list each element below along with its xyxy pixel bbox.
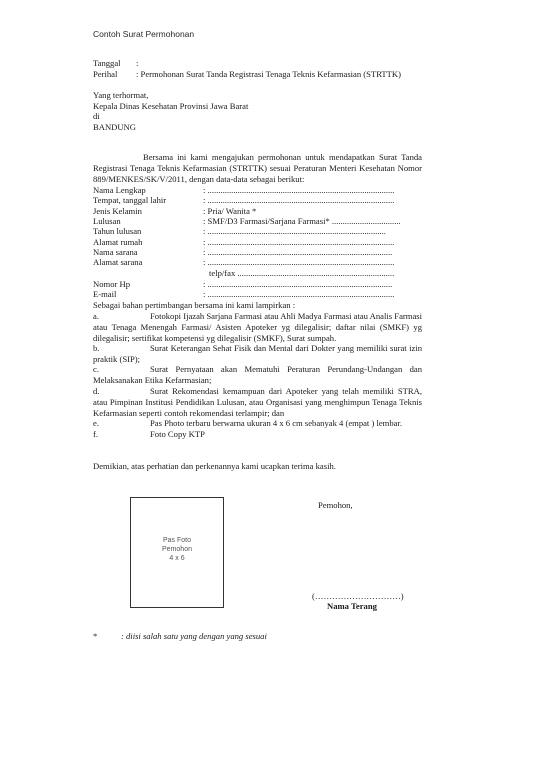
signature-line: (…………………………) (312, 591, 404, 601)
field-value: : ....................................................................................... (203, 236, 395, 247)
closing-line: Demikian, atas perhatian dan perkenannya kami ucapkan terima kasih. (93, 461, 336, 471)
attachment-marker: d. (93, 386, 100, 396)
attachment-marker: c. (93, 364, 99, 374)
perihal-value: : Permohonan Surat Tanda Registrasi Tenaga Teknis Kefarmasian (STRTTK) (136, 69, 401, 79)
field-value: : SMF/D3 Farmasi/Sarjana Farmasi* ................................ (203, 215, 401, 226)
tanggal-label: Tanggal (93, 58, 121, 68)
greeting: Yang terhormat, (93, 90, 149, 100)
field-value: : Pria/ Wanita * (203, 205, 257, 216)
recipient-line3: BANDUNG (93, 122, 136, 132)
attachment-marker: f. (93, 429, 99, 439)
field-value: : ................................................................................... (203, 226, 386, 237)
perihal-label: Perihal (93, 69, 118, 79)
field-value: : ...................................................................................... (203, 246, 393, 257)
attachments-intro: Sebagai bahan pertimbangan bersama ini kami lampirkan : (93, 300, 296, 310)
attachment-text: Surat Pernyataan akan Mematuhi Peraturan Perundang-Undangan dan Melaksanakan Etika Kefarmasian; (93, 364, 422, 385)
recipient-line1: Kepala Dinas Kesehatan Provinsi Jawa Barat (93, 101, 249, 111)
field-label: Alamat sarana (93, 257, 143, 268)
intro-paragraph: Bersama ini kami mengajukan permohonan untuk mendapatkan Surat Tanda Registrasi Tenaga Teknis Kefarmasian (STRTTK) sesuai Peraturan Menteri Kesehatan Nomor 889/MENKES/SK/V/2011, dengan data-data sebagai berikut: (93, 152, 422, 184)
field-label: Tahun lulusan (93, 226, 142, 237)
photo-box (130, 497, 224, 608)
pemohon-label: Pemohon, (318, 500, 353, 510)
attachment-marker: b. (93, 343, 100, 353)
footnote-text: : diisi salah satu yang dengan yang sesuai (121, 631, 267, 641)
field-value: : ...................................................................................... (203, 279, 393, 289)
footnote-mark: * (93, 631, 98, 641)
field-label: Nama Lengkap (93, 185, 146, 195)
page-header: Contoh Surat Permohonan (93, 29, 195, 39)
field-label: Alamat rumah (93, 236, 143, 247)
field-label: Tempat, tanggal lahir (93, 195, 167, 206)
attachment-marker: e. (93, 418, 99, 428)
field-value: : ....................................................................................... (203, 195, 395, 206)
field-label: Nomor Hp (93, 279, 130, 289)
field-value: : ....................................................................................... (203, 289, 395, 300)
field-label: E-mail (93, 289, 117, 300)
recipient-line2: di (93, 111, 100, 121)
photo-placeholder-text: Pas Foto Pemohon 4 x 6 (162, 537, 192, 562)
field-label: Lulusan (93, 215, 121, 226)
field-value: : ....................................................................................... (203, 257, 395, 268)
field-label: Jenis Kelamin (93, 205, 142, 216)
attachment-text: Pas Photo terbaru berwarna ukuran 4 x 6 cm sebanyak 4 (empat ) lembar. (150, 418, 403, 428)
field-value: : ....................................................................................... (203, 185, 395, 195)
attachment-marker: a. (93, 311, 99, 321)
tanggal-value: : (136, 58, 139, 68)
attachment-text: Foto Copy KTP (150, 429, 205, 439)
name-label: Nama Terang (327, 601, 377, 611)
attachment-text: Surat Keterangan Sehat Fisik dan Mental dari Dokter yang memiliki surat izin praktik (SIP); (93, 343, 422, 364)
attachment-text: Fotokopi Ijazah Sarjana Farmasi atau Ahli Madya Farmasi atau Analis Farmasi atau Tenaga Menengah Farmasi/ Asisten Apoteker yg dilegalisir; daftar nilai (SMKF) yg dilegalisir; sertifikat kompetensi yg dilegalisir (SMKF), Surat sumpah. (93, 311, 422, 343)
telp-fax: telp/fax ......................................................................... (209, 268, 395, 278)
field-label: Nama sarana (93, 246, 138, 257)
attachment-text: Surat Rekomendasi kemampuan dari Apoteker yang telah memiliki STRA, atau Pimpinan Institusi Pendidikan Lulusan, atau Organisasi yang menghimpun Tenaga Teknis Kefarmasian seperti contoh rekomendasi terlampir; dan (93, 386, 422, 418)
